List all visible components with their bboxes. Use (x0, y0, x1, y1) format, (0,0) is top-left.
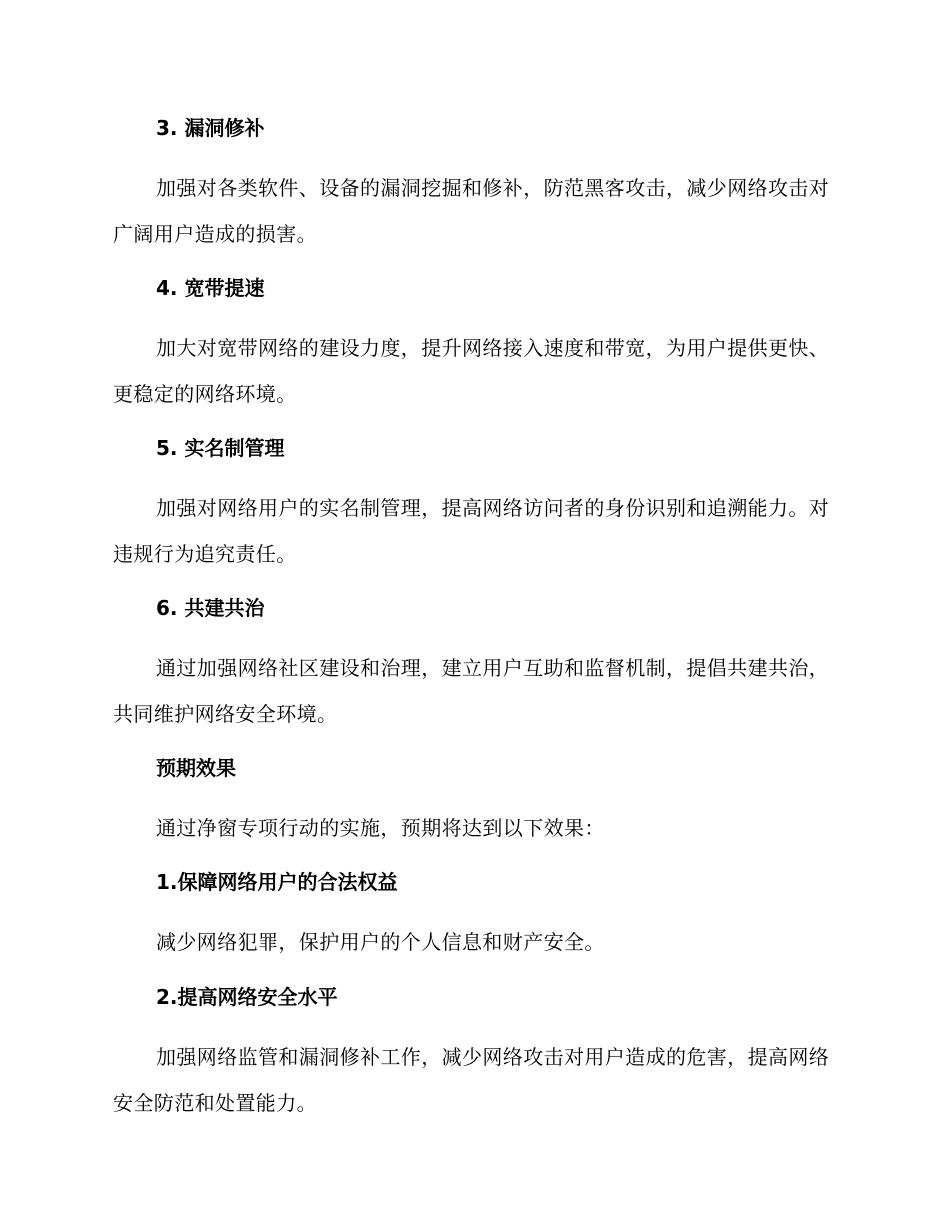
section-text-broadband-speedup: 加大对宽带网络的建设力度，提升网络接入速度和带宽，为用户提供更快、更稳定的网络环境。 (113, 336, 830, 406)
effect-text-improve-security: 加强网络监管和漏洞修补工作，减少网络攻击对用户造成的危害，提高网络安全防范和处置能力。 (113, 1045, 830, 1115)
effect-text-protect-rights: 减少网络犯罪，保护用户的个人信息和财产安全。 (156, 930, 605, 954)
effect-heading-protect-rights: 1.保障网络用户的合法权益 (156, 870, 398, 894)
section-heading-vulnerability-repair: 3. 漏洞修补 (156, 116, 265, 140)
expected-effects-heading: 预期效果 (156, 756, 236, 780)
section-text-real-name-management: 加强对网络用户的实名制管理，提高网络访问者的身份识别和追溯能力。对违规行为追究责任。 (113, 496, 830, 566)
section-text-co-governance: 通过加强网络社区建设和治理，建立用户互助和监督机制，提倡共建共治，共同维护网络安全环境。 (113, 656, 830, 726)
section-heading-co-governance: 6. 共建共治 (156, 596, 265, 620)
expected-effects-intro: 通过净窗专项行动的实施，预期将达到以下效果： (156, 816, 605, 840)
effect-heading-improve-security: 2.提高网络安全水平 (156, 985, 338, 1009)
section-heading-broadband-speedup: 4. 宽带提速 (156, 276, 265, 300)
section-heading-real-name-management: 5. 实名制管理 (156, 436, 285, 460)
section-text-vulnerability-repair: 加强对各类软件、设备的漏洞挖掘和修补，防范黑客攻击，减少网络攻击对广阔用户造成的损害。 (113, 176, 830, 246)
